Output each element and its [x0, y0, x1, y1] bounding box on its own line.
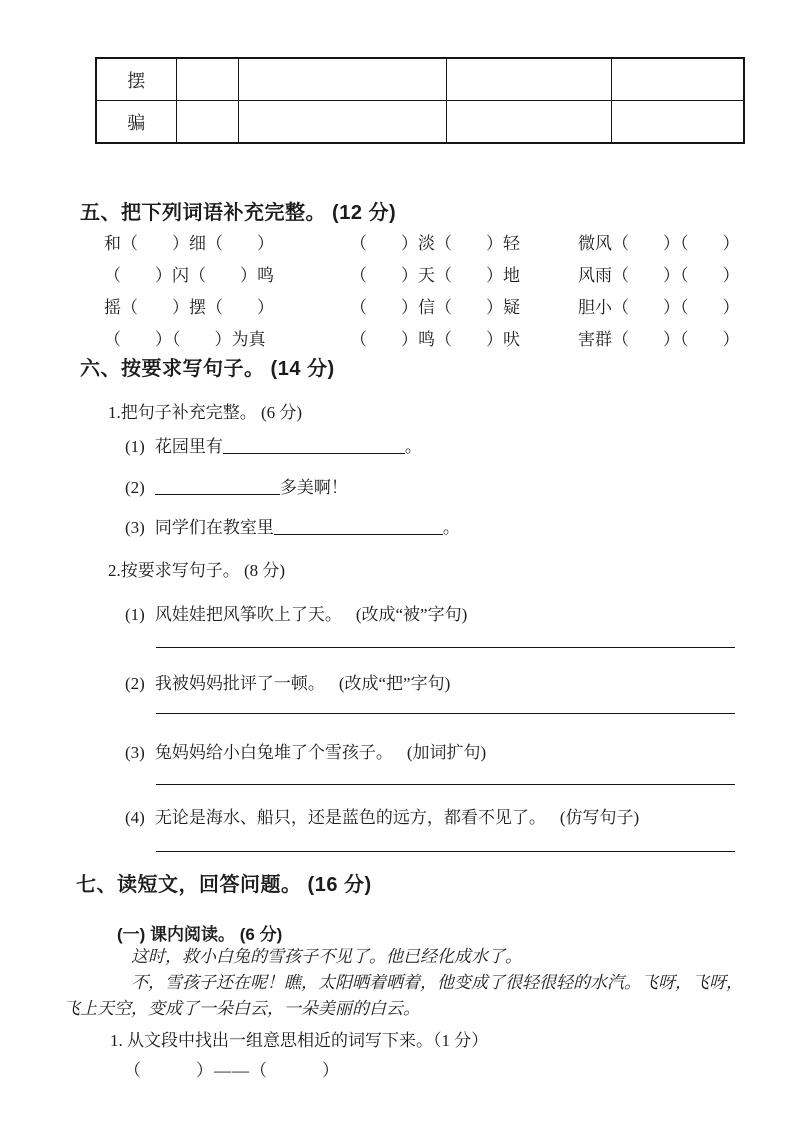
word-item: （ ）鸣（ ）吠 — [350, 330, 520, 349]
word-item: （ ）天（ ）地 — [350, 266, 520, 285]
item-suffix: 。 — [404, 437, 422, 456]
section5-heading: 五、把下列词语补充完整。 (12 分) — [80, 202, 397, 224]
item-prefix: 花园里有 — [154, 437, 223, 456]
item-number: (3) — [125, 743, 145, 762]
table-char-cell: 骗 — [96, 101, 176, 144]
fill-item-2 — [125, 473, 348, 498]
word-item: （ ）淡（ ）轻 — [350, 234, 520, 253]
answer-line — [156, 851, 735, 852]
table-empty-cell — [238, 58, 446, 101]
answer-blank — [155, 479, 280, 495]
reading-question-1-answer-blanks: （ ）——（ ） — [124, 1061, 340, 1080]
section6-part2-title: 2.按要求写句子。 (8 分) — [108, 561, 286, 580]
word-item: 胆小（ ）（ ） — [578, 298, 740, 317]
table-empty-cell — [176, 58, 238, 101]
rewrite-note: (改成“被”字句) — [355, 605, 468, 624]
sentence: 兔妈妈给小白兔堆了个雪孩子。 — [154, 743, 393, 762]
item-suffix: 。 — [442, 518, 460, 537]
word-item: 和（ ）细（ ） — [104, 234, 274, 253]
section6-part1-title: 1.把句子补充完整。 (6 分) — [108, 403, 303, 422]
word-item: （ ）信（ ）疑 — [350, 298, 520, 317]
sentence: 我被妈妈批评了一顿。 — [154, 674, 325, 693]
word-item: 微风（ ）（ ） — [578, 234, 740, 253]
word-item: 风雨（ ）（ ） — [578, 266, 740, 285]
item-number: (2) — [125, 478, 145, 497]
item-number: (1) — [125, 437, 145, 456]
word-item: 摇（ ）摆（ ） — [104, 298, 274, 317]
answer-line — [156, 647, 735, 648]
rewrite-item-3 — [125, 738, 486, 763]
table-row — [96, 58, 744, 101]
table-empty-cell — [176, 101, 238, 144]
fill-item-3 — [125, 513, 460, 538]
section6-heading: 六、按要求写句子。 (14 分) — [80, 358, 335, 380]
word-item: （ ）闪（ ）鸣 — [104, 266, 274, 285]
rewrite-note: (仿写句子) — [559, 808, 640, 827]
rewrite-item-4 — [125, 803, 639, 828]
item-number: (1) — [125, 605, 145, 624]
word-item: 害群（ ）（ ） — [578, 330, 740, 349]
rewrite-item-1 — [125, 600, 467, 625]
item-prefix: 同学们在教室里 — [154, 518, 274, 537]
table-empty-cell — [611, 58, 744, 101]
character-table — [95, 57, 745, 144]
table-char-cell: 摆 — [96, 58, 176, 101]
sentence: 无论是海水、船只，还是蓝色的远方，都看不见了。 — [154, 808, 546, 827]
rewrite-note: (加词扩句) — [406, 743, 487, 762]
item-number: (4) — [125, 808, 145, 827]
item-number: (2) — [125, 674, 145, 693]
passage-paragraph-2: 不，雪孩子还在呢！瞧，太阳晒着晒着，他变成了很轻很轻的水汽。飞呀，飞呀，飞上天空，变成了一朵白云，一朵美丽的白云。 — [63, 973, 743, 1019]
sentence: 风娃娃把风筝吹上了天。 — [154, 605, 342, 624]
answer-blank — [223, 438, 405, 454]
item-suffix: 多美啊！ — [279, 478, 348, 497]
table-empty-cell — [238, 101, 446, 144]
section7-sub-heading: (一) 课内阅读。 (6 分) — [117, 925, 283, 944]
answer-line — [156, 784, 735, 785]
rewrite-note: (改成“把”字句) — [338, 674, 451, 693]
fill-item-1 — [125, 432, 422, 457]
word-completion-grid — [104, 228, 749, 356]
table-empty-cell — [611, 101, 744, 144]
section7-heading: 七、读短文，回答问题。 (16 分) — [76, 874, 372, 896]
reading-question-1: 1. 从文段中找出一组意思相近的词写下来。（1 分） — [110, 1031, 489, 1050]
table-empty-cell — [446, 58, 611, 101]
item-number: (3) — [125, 518, 145, 537]
word-item: （ ）（ ）为真 — [104, 330, 266, 349]
answer-line — [156, 713, 735, 714]
rewrite-item-2 — [125, 669, 450, 694]
table-row — [96, 101, 744, 144]
table-empty-cell — [446, 101, 611, 144]
answer-blank — [274, 519, 443, 535]
passage-paragraph-1: 这时，救小白兔的雪孩子不见了。他已经化成水了。 — [131, 947, 522, 967]
